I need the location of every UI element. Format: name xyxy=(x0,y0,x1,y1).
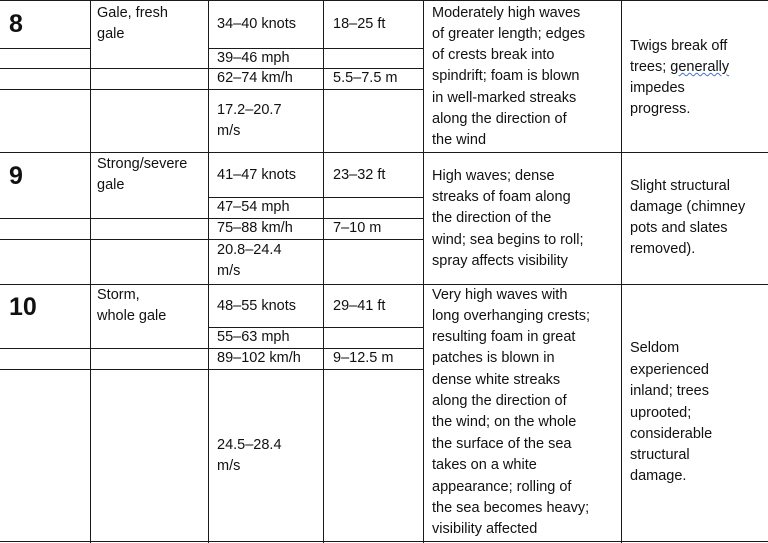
sea-conditions-line: the wind; on the whole xyxy=(432,414,577,430)
column-divider xyxy=(208,0,209,543)
row-divider xyxy=(90,218,208,219)
land-conditions-line: damage (chimney xyxy=(630,199,746,215)
sea-conditions-line: High waves; dense xyxy=(432,168,555,184)
row-divider xyxy=(0,152,768,153)
wind-speed-ms: m/s xyxy=(217,123,241,139)
land-conditions-line: Seldom xyxy=(630,340,680,356)
sea-conditions-line: wind; sea begins to roll; xyxy=(432,232,584,248)
sea-conditions-line: visibility affected xyxy=(432,521,538,537)
sea-conditions-line: of greater length; edges xyxy=(432,26,586,42)
wind-speed-ms: m/s xyxy=(217,458,241,474)
wind-speed-ms: m/s xyxy=(217,263,241,279)
row-divider xyxy=(90,348,208,349)
row-divider xyxy=(0,68,90,69)
sea-conditions-line: resulting foam in great xyxy=(432,329,576,345)
force-number: 10 xyxy=(9,293,37,321)
description-text: Strong/severe xyxy=(97,156,188,172)
wave-height-ft: 18–25 ft xyxy=(333,16,386,32)
wind-speed-ms: 24.5–28.4 xyxy=(217,437,282,453)
sea-conditions-line: Very high waves with xyxy=(432,287,568,303)
land-conditions-line xyxy=(630,57,729,78)
land-conditions-line: uprooted; xyxy=(630,405,692,421)
wind-speed-kmh: 75–88 km/h xyxy=(217,220,293,236)
wind-speed-mph: 47–54 mph xyxy=(217,199,290,215)
wind-speed-mph: 55–63 mph xyxy=(217,329,290,345)
land-conditions-line: considerable xyxy=(630,426,713,442)
sea-conditions-line: spray affects visibility xyxy=(432,253,568,269)
sea-conditions-line: spindrift; foam is blown xyxy=(432,68,580,84)
force-number: 9 xyxy=(9,162,23,190)
sea-conditions-line: the surface of the sea xyxy=(432,436,572,452)
land-conditions-line: impedes xyxy=(630,80,685,96)
row-divider xyxy=(0,541,768,542)
column-divider xyxy=(90,0,91,543)
wind-speed-knots: 34–40 knots xyxy=(217,16,297,32)
land-conditions-line: damage. xyxy=(630,468,687,484)
column-divider xyxy=(423,0,424,543)
row-divider xyxy=(90,68,208,69)
sea-conditions-line: of crests break into xyxy=(432,47,555,63)
wind-speed-kmh: 62–74 km/h xyxy=(217,70,293,86)
land-conditions-line: removed). xyxy=(630,241,696,257)
sea-conditions-line: appearance; rolling of xyxy=(432,479,572,495)
sea-conditions-line: in well-marked streaks xyxy=(432,90,577,106)
row-divider xyxy=(0,48,90,49)
sea-conditions-line: long overhanging crests; xyxy=(432,308,590,324)
sea-conditions-line: along the direction of xyxy=(432,393,567,409)
wind-speed-ms: 20.8–24.4 xyxy=(217,242,282,258)
sea-conditions-line: the sea becomes heavy; xyxy=(432,500,590,516)
force-number: 8 xyxy=(9,10,23,38)
column-divider xyxy=(621,0,622,543)
wave-height-ft: 23–32 ft xyxy=(333,167,386,183)
wind-speed-mph: 39–46 mph xyxy=(217,50,290,66)
row-divider xyxy=(0,218,90,219)
sea-conditions-line: dense white streaks xyxy=(432,372,561,388)
sea-conditions-line: patches is blown in xyxy=(432,350,555,366)
wind-speed-ms: 17.2–20.7 xyxy=(217,102,282,118)
description-text: gale xyxy=(97,177,125,193)
column-divider xyxy=(323,0,324,543)
wind-speed-kmh: 89–102 km/h xyxy=(217,350,301,366)
wave-height-m: 5.5–7.5 m xyxy=(333,70,398,86)
land-conditions-line: Twigs break off xyxy=(630,38,728,54)
row-divider xyxy=(0,348,90,349)
row-divider xyxy=(0,0,768,1)
land-conditions-text: trees; xyxy=(630,59,671,75)
description-text: gale xyxy=(97,26,125,42)
sea-conditions-line: takes on a white xyxy=(432,457,537,473)
sea-conditions-line: Moderately high waves xyxy=(432,5,581,21)
wave-height-m: 9–12.5 m xyxy=(333,350,394,366)
sea-conditions-line: the direction of the xyxy=(432,210,552,226)
wind-speed-knots: 41–47 knots xyxy=(217,167,297,183)
land-conditions-line: structural xyxy=(630,447,690,463)
land-conditions-line: inland; trees xyxy=(630,383,709,399)
wave-height-ft: 29–41 ft xyxy=(333,298,386,314)
land-conditions-line: pots and slates xyxy=(630,220,728,236)
description-text: Gale, fresh xyxy=(97,5,168,21)
land-conditions-line: Slight structural xyxy=(630,178,730,194)
sea-conditions-line: the wind xyxy=(432,132,487,148)
sea-conditions-line: streaks of foam along xyxy=(432,189,571,205)
description-text: Storm, xyxy=(97,287,140,303)
land-conditions-line: experienced xyxy=(630,362,709,378)
sea-conditions-line: along the direction of xyxy=(432,111,567,127)
wind-speed-knots: 48–55 knots xyxy=(217,298,297,314)
land-conditions-line: progress. xyxy=(630,101,691,117)
spellcheck-flagged-word[interactable]: generally xyxy=(670,59,730,75)
description-text: whole gale xyxy=(97,308,167,324)
wave-height-m: 7–10 m xyxy=(333,220,382,236)
